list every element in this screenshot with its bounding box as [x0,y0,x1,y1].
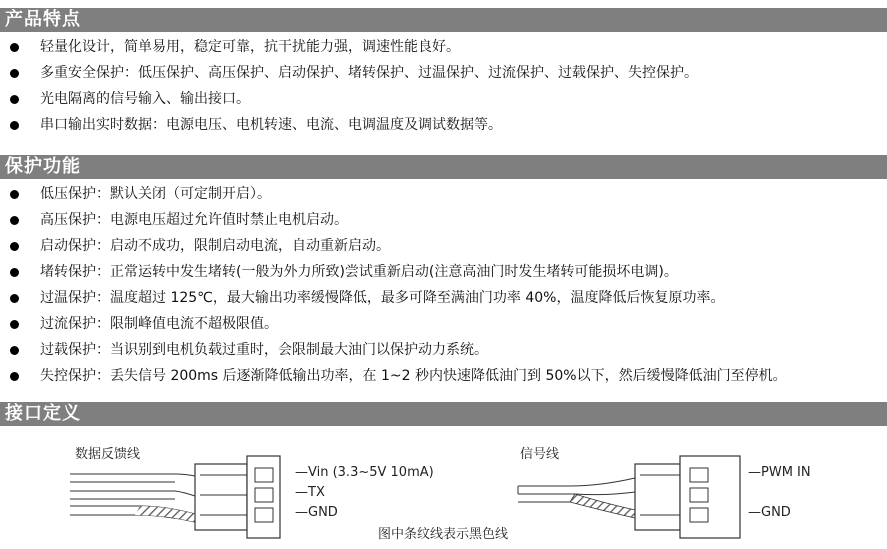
list-item [0,34,698,60]
list-item-text: 高压保护：电源电压超过允许值时禁止电机启动。 [40,212,348,228]
bullet-icon [10,346,19,355]
bullet-icon [10,190,19,199]
list-item [0,233,787,259]
list-item-text: 轻量化设计，简单易用，稳定可靠，抗干扰能力强，调速性能良好。 [40,39,460,55]
list-item-text: 串口输出实时数据：电源电压、电机转速、电流、电调温度及调试数据等。 [40,117,502,133]
bullet-icon [10,121,19,130]
section-header-interface: 接口定义 [0,402,887,426]
feedback-cable-title: 数据反馈线 [75,447,141,462]
list-item [0,181,787,207]
section-header-features: 产品特点 [0,8,887,32]
signal-cable-wires [518,478,635,518]
bullet-icon [10,43,19,52]
bullet-icon [10,69,19,78]
protection-list [0,181,787,389]
list-item-text: 过载保护：当识别到电机负载过重时，会限制最大油门以保护动力系统。 [40,342,488,358]
diagram-caption: 图中条纹线表示黑色线 [377,527,509,542]
bullet-icon [10,320,19,329]
list-item [0,86,698,112]
feedback-connector [195,456,280,538]
list-item-text: 过温保护：温度超过 125℃，最大输出功率缓慢降低，最多可降至满油门功率 40%，温度降低后恢复原功率。 [40,290,725,306]
list-item-text: 低压保护：默认关闭（可定制开启）。 [40,186,271,202]
list-item [0,311,787,337]
list-item-text: 光电隔离的信号输入、输出接口。 [40,91,250,107]
bullet-icon [10,216,19,225]
pin-label-gnd: —GND [295,505,338,520]
pin-label-tx: —TX [295,485,325,500]
list-item [0,259,787,285]
list-item-text: 启动保护：启动不成功，限制启动电流，自动重新启动。 [40,238,390,254]
list-item-text: 过流保护：限制峰值电流不超极限值。 [40,316,278,332]
list-item [0,363,787,389]
bullet-icon [10,268,19,277]
signal-connector [635,456,740,538]
features-list [0,34,698,138]
bullet-icon [10,294,19,303]
feedback-cable-wires [70,474,195,522]
signal-cable-title: 信号线 [520,447,560,462]
bullet-icon [10,372,19,381]
bullet-icon [10,242,19,251]
list-item-text: 堵转保护：正常运转中发生堵转(一般为外力所致)尝试重新启动(注意高油门时发生堵转可能损坏电调)。 [40,264,678,280]
pin-label-vin: —Vin (3.3~5V 10mA) [295,465,434,480]
section-header-protection: 保护功能 [0,155,887,179]
interface-diagram [0,426,887,549]
pin-label-signal-gnd: —GND [748,505,791,520]
list-item [0,337,787,363]
list-item-text: 多重安全保护：低压保护、高压保护、启动保护、堵转保护、过温保护、过流保护、过载保护、失控保护。 [40,65,698,81]
pin-label-pwm-in: —PWM IN [748,465,811,480]
list-item [0,207,787,233]
list-item [0,60,698,86]
list-item-text: 失控保护：丢失信号 200ms 后逐渐降低输出功率，在 1~2 秒内快速降低油门到 50%以下，然后缓慢降低油门至停机。 [40,368,787,384]
list-item [0,112,698,138]
bullet-icon [10,95,19,104]
list-item [0,285,787,311]
